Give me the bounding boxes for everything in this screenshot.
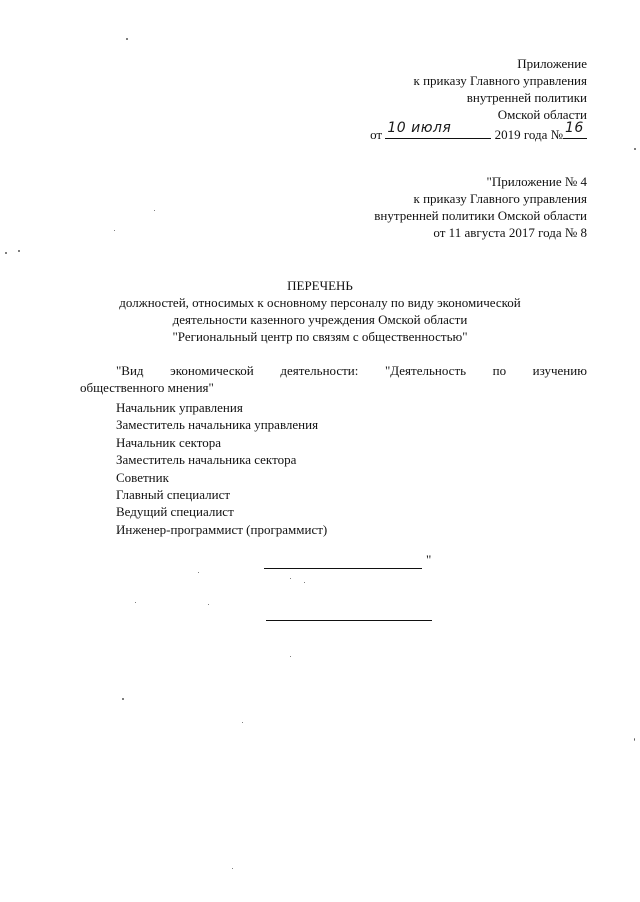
scan-speck bbox=[634, 738, 635, 741]
positions-list bbox=[116, 399, 327, 538]
list-item: Заместитель начальника управления bbox=[116, 417, 319, 433]
annex-header bbox=[370, 55, 587, 140]
scan-speck bbox=[18, 250, 20, 252]
activity-word: "Вид bbox=[116, 363, 144, 378]
activity-type-line bbox=[80, 362, 587, 379]
annex4-label: "Приложение № 4 bbox=[486, 174, 587, 189]
activity-word: экономической bbox=[170, 363, 254, 378]
list-item: Инженер-программист (программист) bbox=[116, 521, 328, 537]
list-item: Начальник сектора bbox=[116, 434, 222, 450]
list-item: Ведущий специалист bbox=[116, 504, 234, 520]
closing-divider bbox=[264, 568, 422, 569]
closing-quote: " bbox=[426, 552, 432, 567]
annex-date-line bbox=[370, 120, 587, 142]
annex-order-ref: к приказу Главного управления bbox=[413, 73, 587, 88]
list-item: Советник bbox=[116, 469, 169, 485]
title-line-3: "Региональный центр по связям с общественностью" bbox=[172, 329, 468, 344]
activity-word: "Деятельность bbox=[384, 363, 467, 378]
annex4-order-ref: к приказу Главного управления bbox=[413, 191, 587, 206]
scan-speck bbox=[290, 656, 291, 657]
annex-department: внутренней политики bbox=[466, 90, 587, 105]
date-field bbox=[385, 120, 491, 139]
list-item: Начальник управления bbox=[116, 400, 243, 415]
scan-speck bbox=[232, 868, 233, 869]
scan-speck bbox=[122, 698, 124, 700]
document-title bbox=[0, 277, 640, 345]
date-prefix: от bbox=[370, 127, 383, 142]
activity-word: деятельности: bbox=[280, 363, 359, 378]
title-heading: ПЕРЕЧЕНЬ bbox=[287, 278, 353, 293]
scan-speck bbox=[208, 604, 209, 605]
scan-speck bbox=[5, 252, 7, 254]
list-item: Заместитель начальника сектора bbox=[116, 452, 297, 468]
scan-speck bbox=[114, 230, 115, 231]
activity-word: изучению bbox=[532, 363, 587, 378]
activity-type-continuation: общественного мнения" bbox=[80, 380, 214, 395]
handwritten-number: 16 bbox=[565, 120, 584, 136]
end-divider bbox=[266, 620, 432, 621]
scan-speck bbox=[198, 572, 199, 573]
scan-speck bbox=[634, 148, 636, 150]
scan-speck bbox=[242, 722, 243, 723]
annex4-date: от 11 августа 2017 года № 8 bbox=[433, 225, 587, 240]
year-text: 2019 года № bbox=[494, 127, 563, 142]
scan-speck bbox=[304, 582, 305, 583]
annex4-department: внутренней политики Омской области bbox=[374, 208, 587, 223]
number-field bbox=[563, 120, 587, 139]
list-item: Главный специалист bbox=[116, 486, 231, 502]
scan-speck bbox=[126, 38, 128, 40]
annex-region: Омской области bbox=[497, 107, 587, 122]
annex4-header bbox=[374, 173, 587, 241]
annex-label: Приложение bbox=[517, 56, 587, 71]
activity-type-paragraph bbox=[80, 362, 587, 396]
handwritten-date: 10 июля bbox=[387, 120, 452, 136]
title-line-1: должностей, относимых к основному персоналу по виду экономической bbox=[119, 295, 521, 310]
scan-speck bbox=[290, 578, 291, 579]
title-line-2: деятельности казенного учреждения Омской области bbox=[172, 312, 468, 327]
scan-speck bbox=[154, 210, 155, 211]
activity-word: по bbox=[492, 363, 507, 378]
scan-speck bbox=[135, 602, 136, 603]
